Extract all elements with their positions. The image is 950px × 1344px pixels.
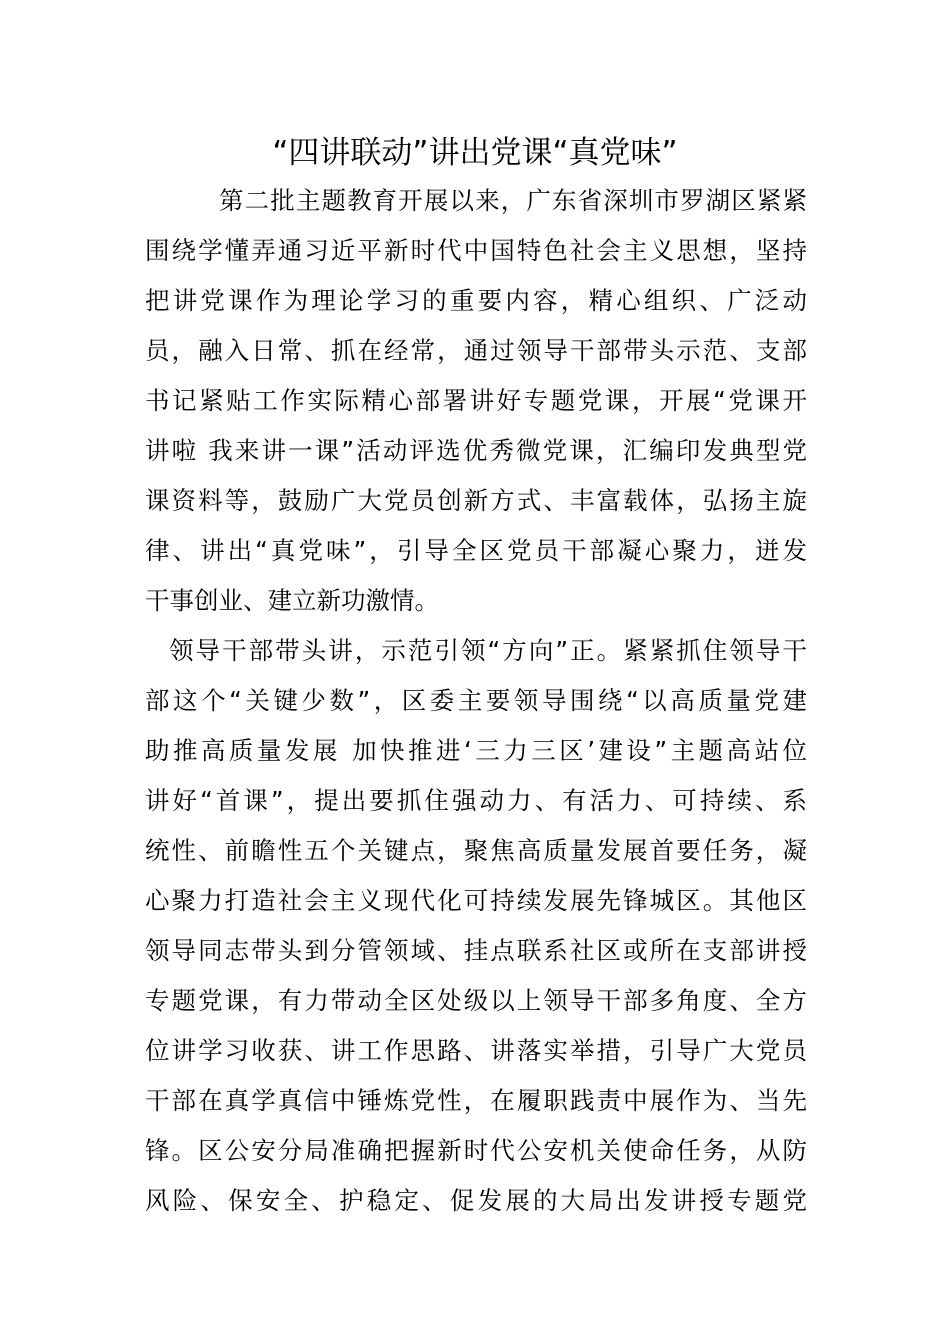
paragraph-1 <box>145 176 807 626</box>
paragraph-line: 专题党课，有力带动全区处级以上领导干部多角度、全方 <box>145 986 807 1015</box>
paragraph-line: 部这个“关键少数”，区委主要领导围绕“以高质量党建 <box>145 686 807 715</box>
paragraph-line: 把讲党课作为理论学习的重要内容，精心组织、广泛动 <box>145 286 807 315</box>
paragraph-line: 律、讲出“真党味”，引导全区党员干部凝心聚力，迸发 <box>145 536 807 565</box>
paragraph-line: 讲啦 我来讲一课”活动评选优秀微党课，汇编印发典型党 <box>145 436 807 465</box>
document-title: “四讲联动”讲出党课“真党味” <box>272 135 678 171</box>
paragraph-line: 第二批主题教育开展以来，广东省深圳市罗湖区紧紧 <box>219 186 807 215</box>
paragraph-line: 干事创业、建立新功激情。 <box>145 586 439 615</box>
paragraph-line: 锋。区公安分局准确把握新时代公安机关使命任务，从防 <box>145 1136 807 1165</box>
paragraph-line: 围绕学懂弄通习近平新时代中国特色社会主义思想，坚持 <box>145 236 807 265</box>
paragraph-line: 位讲学习收获、讲工作思路、讲落实举措，引导广大党员 <box>145 1036 807 1065</box>
paragraph-line: 课资料等，鼓励广大党员创新方式、丰富载体，弘扬主旋 <box>145 486 807 515</box>
paragraph-line: 统性、前瞻性五个关键点，聚焦高质量发展首要任务，凝 <box>145 836 807 865</box>
paragraph-line: 讲好“首课”，提出要抓住强动力、有活力、可持续、系 <box>145 786 807 815</box>
document-body <box>145 176 807 1226</box>
paragraph-line: 风险、保安全、护稳定、促发展的大局出发讲授专题党 <box>145 1186 807 1215</box>
paragraph-line: 领导干部带头讲，示范引领“方向”正。紧紧抓住领导干 <box>169 636 807 665</box>
paragraph-line: 助推高质量发展 加快推进‘三力三区’建设”主题高站位 <box>145 736 807 765</box>
paragraph-line: 干部在真学真信中锤炼党性，在履职践责中展作为、当先 <box>145 1086 807 1115</box>
paragraph-line: 书记紧贴工作实际精心部署讲好专题党课，开展“党课开 <box>145 386 807 415</box>
paragraph-2 <box>145 626 807 1226</box>
paragraph-line: 员，融入日常、抓在经常，通过领导干部带头示范、支部 <box>145 336 807 365</box>
paragraph-line: 领导同志带头到分管领域、挂点联系社区或所在支部讲授 <box>145 936 807 965</box>
paragraph-line: 心聚力打造社会主义现代化可持续发展先锋城区。其他区 <box>145 886 807 915</box>
